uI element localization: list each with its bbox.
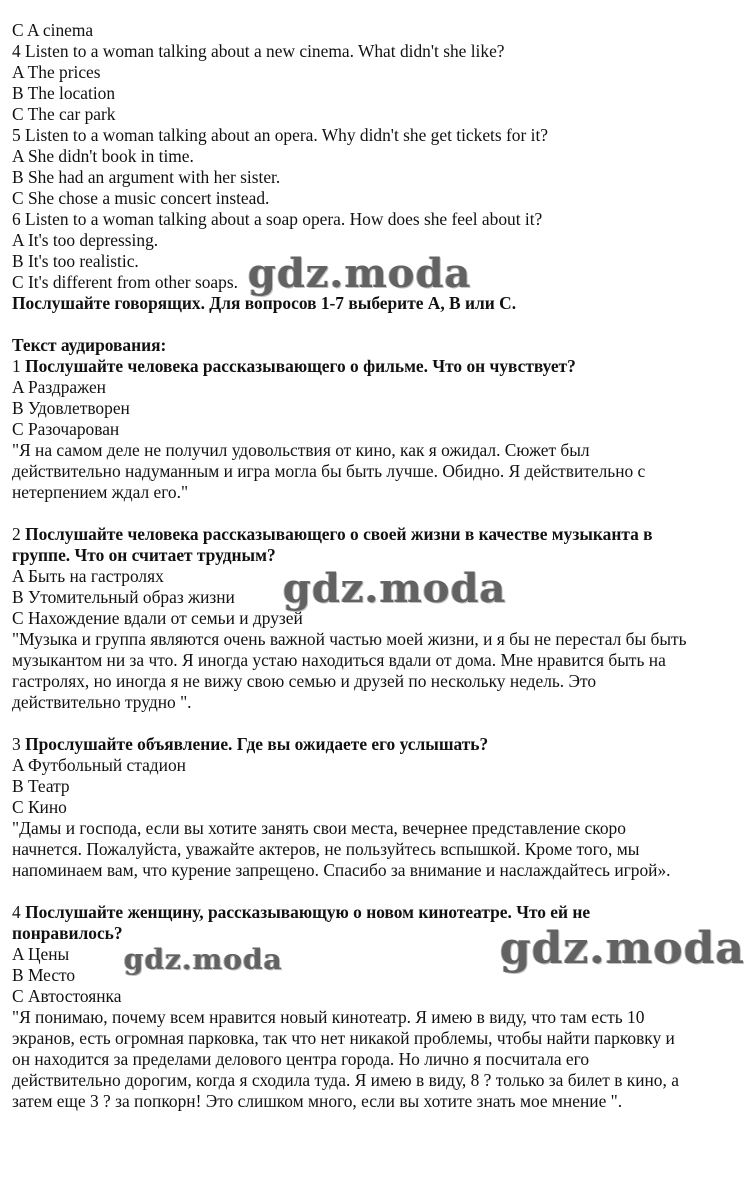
answer-option: A Цены (12, 944, 70, 964)
transcript-line: "Я на самом деле не получил удовольствия от кино, как я ожидал. Сюжет был (12, 440, 590, 460)
spacer (12, 713, 742, 734)
question-3 (12, 734, 742, 755)
question-4 (12, 902, 742, 923)
answer-option: B Удовлетворен (12, 398, 130, 418)
english-line: B The location (12, 83, 116, 103)
instruction-heading: Послушайте говорящих. Для вопросов 1-7 выберите A, B или C. (12, 293, 517, 313)
transcript-line: действительно трудно ". (12, 692, 192, 712)
question-text: Послушайте женщину, рассказывающую о новом кинотеатре. Что ей не (25, 902, 591, 922)
transcript-heading: Текст аудирования: (12, 335, 167, 355)
english-line: C The car park (12, 104, 116, 124)
question-text-continued: группе. Что он считает трудным? (12, 545, 276, 565)
transcript-line: экранов, есть огромная парковка, так что нет никакой проблемы, чтобы найти парковку и (12, 1028, 675, 1048)
question-2 (12, 524, 742, 545)
question-text: Послушайте человека рассказывающего о фильме. Что он чувствует? (25, 356, 576, 376)
question-number: 4 (12, 902, 21, 922)
question-text: Прослушайте объявление. Где вы ожидаете его услышать? (25, 734, 489, 754)
english-line: A She didn't book in time. (12, 146, 194, 166)
spacer (12, 503, 742, 524)
answer-option: B Утомительный образ жизни (12, 587, 235, 607)
english-line: C A cinema (12, 20, 94, 40)
transcript-line: "Я понимаю, почему всем нравится новый кинотеатр. Я имею в виду, что там есть 10 (12, 1007, 645, 1027)
question-number: 3 (12, 734, 21, 754)
english-line: 6 Listen to a woman talking about a soap opera. How does she feel about it? (12, 209, 543, 229)
question-number: 2 (12, 524, 21, 544)
english-line: B She had an argument with her sister. (12, 167, 281, 187)
watermark-logo: gdz.moda (500, 923, 746, 974)
transcript-line: начнется. Пожалуйста, уважайте актеров, не пользуйтесь вспышкой. Кроме того, мы (12, 839, 640, 859)
english-line: 5 Listen to a woman talking about an opera. Why didn't she get tickets for it? (12, 125, 548, 145)
answer-option: A Быть на гастролях (12, 566, 164, 586)
answer-option: C Кино (12, 797, 67, 817)
english-line: A The prices (12, 62, 101, 82)
transcript-line: "Музыка и группа являются очень важной частью моей жизни, и я бы не перестал бы быть (12, 629, 687, 649)
question-1 (12, 356, 742, 377)
answer-option: B Место (12, 965, 76, 985)
answer-option: C Нахождение вдали от семьи и друзей (12, 608, 303, 628)
english-line: 4 Listen to a woman talking about a new cinema. What didn't she like? (12, 41, 505, 61)
question-number: 1 (12, 356, 21, 376)
transcript-line: действительно дорогим, когда я сходила туда. Я имею в виду, 8 ? только за билет в кино, а (12, 1070, 679, 1090)
watermark-logo: gdz.moda (124, 943, 283, 976)
transcript-line: напоминаем вам, что курение запрещено. Спасибо за внимание и наслаждайтесь игрой». (12, 860, 671, 880)
answer-option: B Театр (12, 776, 70, 796)
answer-option: C Разочарован (12, 419, 120, 439)
transcript-line: действительно надуманным и игра могла бы быть лучше. Обидно. Я действительно с (12, 461, 646, 481)
english-line: A It's too depressing. (12, 230, 159, 250)
spacer (12, 314, 742, 335)
transcript-line: гастролях, но иногда я не вижу свою семью и друзей по нескольку недель. Это (12, 671, 597, 691)
english-line: C She chose a music concert instead. (12, 188, 270, 208)
question-text-continued: понравилось? (12, 923, 123, 943)
watermark-logo: gdz.moda (283, 565, 507, 612)
transcript-line: затем еще 3 ? за попкорн! Это слишком много, если вы хотите знать мое мнение ". (12, 1091, 623, 1111)
transcript-line: музыкантом ни за что. Я иногда устаю находиться вдали от дома. Мне нравится быть на (12, 650, 666, 670)
answer-option: A Раздражен (12, 377, 106, 397)
transcript-line: он находится за пределами делового центра города. Но лично я посчитала его (12, 1049, 590, 1069)
answer-option: C Автостоянка (12, 986, 122, 1006)
english-line: B It's too realistic. (12, 251, 139, 271)
answer-option: A Футбольный стадион (12, 755, 186, 775)
spacer (12, 881, 742, 902)
question-text: Послушайте человека рассказывающего о своей жизни в качестве музыканта в (25, 524, 653, 544)
english-line: C It's different from other soaps. (12, 272, 238, 292)
transcript-line: "Дамы и господа, если вы хотите занять свои места, вечернее представление скоро (12, 818, 626, 838)
transcript-line: нетерпением ждал его." (12, 482, 189, 502)
watermark-logo: gdz.moda (248, 250, 472, 297)
